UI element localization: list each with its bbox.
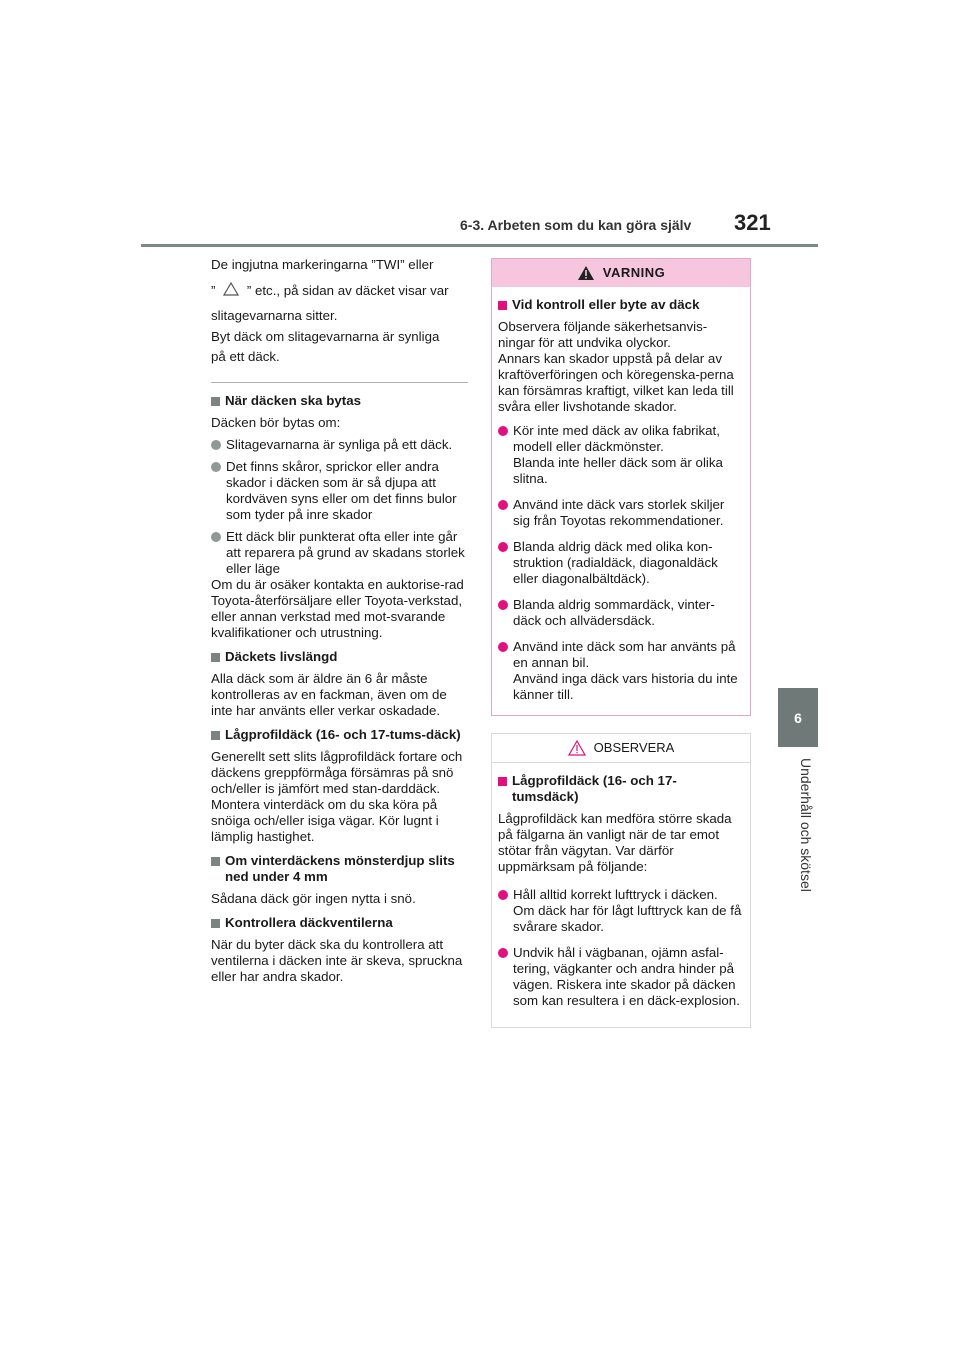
twi-text-line2	[211, 282, 468, 299]
chapter-tab: 6	[778, 688, 818, 747]
list-item: Ett däck blir punkterat ofta eller inte går att reparera på grund av skadans storlek eller läge	[211, 529, 468, 577]
section-heading: Kontrollera däckventilerna	[211, 915, 468, 931]
twi-text-line5: på ett däck.	[211, 349, 280, 364]
notice-box	[491, 733, 751, 1028]
section-title: 6-3. Arbeten som du kan göra själv	[460, 217, 692, 233]
list-item: Blanda aldrig däck med olika kon-struktion (radialdäck, diagonaldäck eller diagonalbältdäck).	[498, 539, 742, 587]
section-text: Alla däck som är äldre än 6 år måste kontrolleras av en fackman, även om de inte har använts eller verkar oskadade.	[211, 671, 447, 718]
notice-intro: Lågprofildäck kan medföra större skada på fälgarna än vanligt när de tar emot stötar från vägytan. Var därför uppmärksam på följande:	[498, 811, 732, 874]
notice-header	[492, 734, 750, 763]
twi-quote-rest: ” etc., på sidan av däcket visar var	[246, 283, 449, 298]
caution-triangle-icon	[568, 740, 586, 756]
notice-title: OBSERVERA	[593, 740, 675, 755]
warning-intro: Observera följande säkerhetsanvis-ningar för att undvika olyckor.	[498, 319, 708, 350]
section-heading: Om vinterdäckens mönsterdjup slits ned under 4 mm	[211, 853, 468, 885]
page-number: 321	[734, 210, 771, 235]
list-item: Det finns skåror, sprickor eller andra skador i däcken som är så djupa att kordväven syns eller om det finns bulor som tyder på inre skador	[211, 459, 468, 523]
round-bullet-icon	[211, 440, 221, 450]
twi-quote-open: ”	[211, 283, 216, 298]
divider	[211, 382, 468, 383]
section-winter-depth	[211, 853, 468, 907]
left-column	[211, 257, 468, 985]
list-item: Använd inte däck vars storlek skiljer sig från Toyotas rekommendationer.	[498, 497, 742, 529]
warning-triangle-icon	[577, 265, 595, 281]
section-valves	[211, 915, 468, 985]
round-bullet-icon	[498, 426, 508, 436]
square-bullet-icon	[211, 653, 220, 662]
list-item: Kör inte med däck av olika fabrikat, modell eller däckmönster. Blanda inte heller däck som är olika slitna.	[498, 423, 742, 487]
notice-heading: Lågprofildäck (16- och 17-tumsdäck)	[498, 773, 742, 805]
square-bullet-icon	[498, 777, 507, 786]
square-bullet-icon	[211, 731, 220, 740]
twi-text-line1: De ingjutna markeringarna ”TWI” eller	[211, 257, 434, 272]
warning-heading: Vid kontroll eller byte av däck	[498, 297, 742, 313]
section-tire-lifespan	[211, 649, 468, 719]
section-after-text: Om du är osäker kontakta en auktorise-rad Toyota-återförsäljare eller Toyota-verkstad, eller annan verkstad med mot-svarande kvalifikationer och utrustning.	[211, 577, 464, 640]
section-low-profile	[211, 727, 468, 845]
warning-box	[491, 258, 751, 716]
section-heading: När däcken ska bytas	[211, 393, 468, 409]
square-bullet-icon	[211, 919, 220, 928]
section-heading: Däckets livslängd	[211, 649, 468, 665]
section-text: Däcken bör bytas om:	[211, 415, 341, 430]
twi-text-line3: slitagevarnarna sitter.	[211, 308, 338, 323]
round-bullet-icon	[211, 462, 221, 472]
list-item: Undvik hål i vägbanan, ojämn asfal-tering, vägkanter och andra hinder på vägen. Riskera inte skador på däcken som kan resultera i en däck-explosion.	[498, 945, 742, 1009]
round-bullet-icon	[498, 600, 508, 610]
round-bullet-icon	[498, 642, 508, 652]
warning-intro-2: Annars kan skador uppstå på delar av kraftöverföringen och köregenska-perna kan försämras kraftigt, vilket kan leda till svåra eller livshotande skador.	[498, 351, 734, 414]
header-rule	[141, 244, 818, 247]
square-bullet-icon	[211, 857, 220, 866]
section-heading: Lågprofildäck (16- och 17-tums-däck)	[211, 727, 468, 743]
round-bullet-icon	[498, 890, 508, 900]
round-bullet-icon	[498, 500, 508, 510]
round-bullet-icon	[498, 948, 508, 958]
section-tire-replacement	[211, 393, 468, 641]
round-bullet-icon	[498, 542, 508, 552]
list-item: Slitagevarnarna är synliga på ett däck.	[211, 437, 468, 453]
section-text: När du byter däck ska du kontrollera att ventilerna i däcken inte är skeva, spruckna eller har andra skador.	[211, 937, 463, 984]
square-bullet-icon	[211, 397, 220, 406]
round-bullet-icon	[211, 532, 221, 542]
twi-text-line4: Byt däck om slitagevarnarna är synliga	[211, 329, 440, 344]
square-bullet-icon	[498, 301, 507, 310]
section-text: Generellt sett slits lågprofildäck fortare och däckens greppförmåga försämras på snö och/eller is jämfört med stan-darddäck. Montera vinterdäck om du ska köra på snöiga och/eller isiga vägar. Kör lugnt i lämplig hastighet.	[211, 749, 463, 844]
warning-header	[492, 259, 750, 287]
list-item: Använd inte däck som har använts på en annan bil. Använd inga däck vars historia du inte känner till.	[498, 639, 742, 703]
chapter-side-label: Underhåll och skötsel	[798, 758, 814, 892]
warning-title: VARNING	[602, 265, 666, 280]
section-text: Sådana däck gör ingen nytta i snö.	[211, 891, 416, 906]
list-item: Håll alltid korrekt lufttryck i däcken. Om däck har för lågt lufttryck kan de få svårare skador.	[498, 887, 742, 935]
triangle-outline-icon	[223, 282, 239, 296]
list-item: Blanda aldrig sommardäck, vinter-däck och allvädersdäck.	[498, 597, 742, 629]
